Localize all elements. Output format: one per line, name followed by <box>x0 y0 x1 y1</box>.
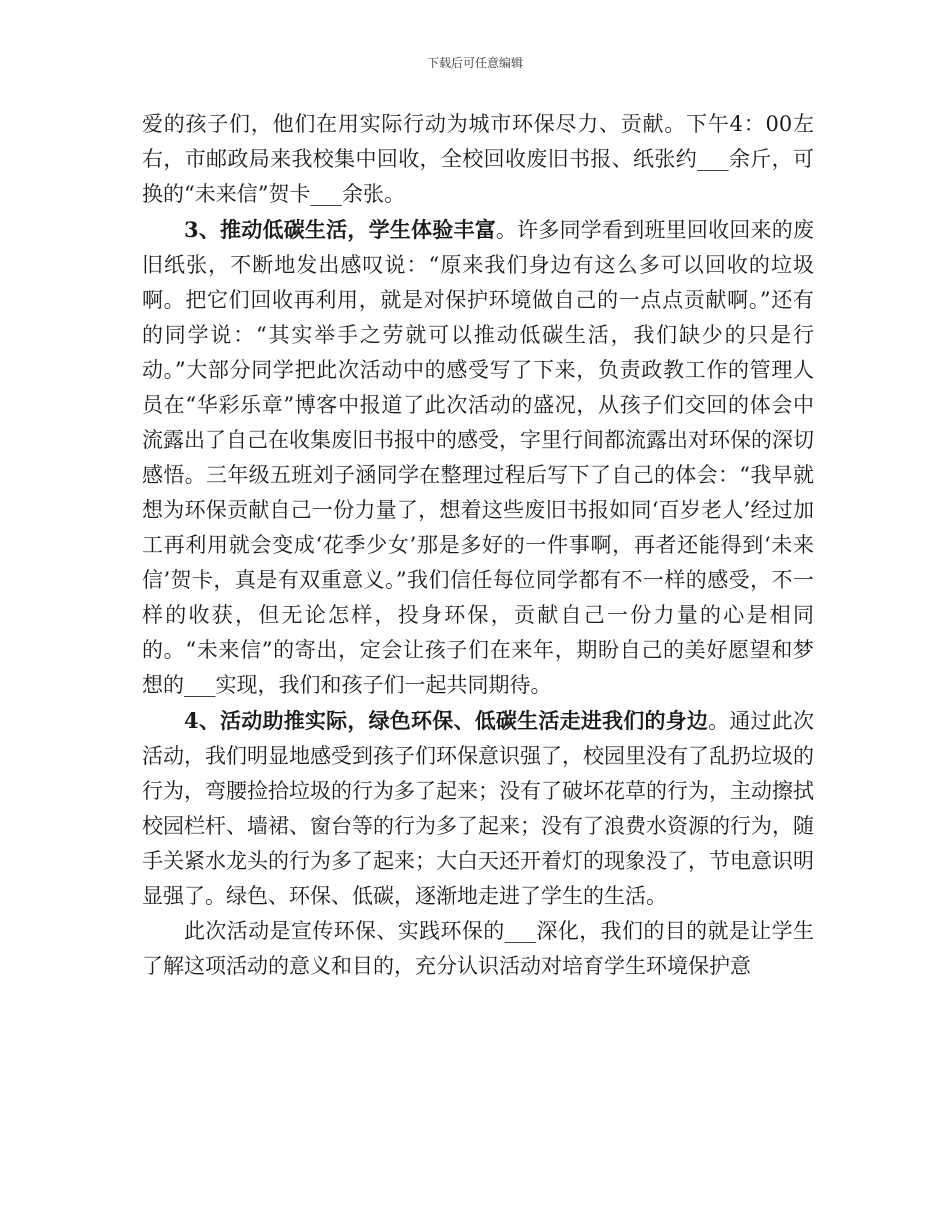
paragraph-text: 。通过此次活动，我们明显地感受到孩子们环保意识强了，校园里没有了乱扔垃圾的行为，弯腰捡拾垃圾的行为多了起来；没有了破坏花草的行为，主动擦拭校园栏杆、墙裙、窗台等的行为多了起来；没有了浪费水资源的行为，随手关紧水龙头的行为多了起来；大白天还开着灯的现象没了，节电意识明显强了。绿色、环保、低碳，逐渐地走进了学生的生活。 <box>142 709 814 908</box>
section-heading-3: 3、推动低碳生活，学生体验丰富 <box>184 217 496 242</box>
paragraph-low-carbon-life <box>142 212 814 703</box>
paragraph-continuation <box>142 107 814 212</box>
section-heading-4: 4、活动助推实际，绿色环保、低碳生活走进我们的身边 <box>184 708 709 733</box>
paragraph-text: 此次活动是宣传环保、实践环保的___深化，我们的目的就是让学生了解这项活动的意义和目的，充分认识活动对培育学生环境保护意 <box>142 919 814 978</box>
paragraph-text: 爱的孩子们，他们在用实际行动为城市环保尽力、贡献。下午4：00左右，市邮政局来我校集中回收，全校回收废旧书报、纸张约___余斤，可换的“未来信”贺卡___余张。 <box>142 112 814 206</box>
paragraph-summary <box>142 914 814 984</box>
paragraph-green-environment <box>142 703 814 914</box>
document-body <box>142 107 814 984</box>
page-header: 下载后可任意编辑 <box>426 56 523 70</box>
paragraph-text: 。许多同学看到班里回收回来的废旧纸张，不断地发出感叹说：“原来我们身边有这么多可以回收的垃圾啊。把它们回收再利用，就是对保护环境做自己的一点点贡献啊。”还有的同学说：“其实举手之劳就可以推动低碳生活，我们缺少的只是行动。”大部分同学把此次活动中的感受写了下来，负责政教工作的管理人员在“华彩乐章”博客中报道了此次活动的盛况，从孩子们交回的体会中流露出了自己在收集废旧书报中的感受，字里行间都流露出对环保的深切感悟。三年级五班刘子涵同学在整理过程后写下了自己的体会：“我早就想为环保贡献自己一份力量了，想着这些废旧书报如同‘百岁老人’经过加工再利用就会变成‘花季少女’那是多好的一件事啊，再者还能得到‘未来信’贺卡，真是有双重意义。”我们信任每位同学都有不一样的感受，不一样的收获，但无论怎样，投身环保，贡献自己一份力量的心是相同的。“未来信”的寄出，定会让孩子们在来年，期盼自己的美好愿望和梦想的___实现，我们和孩子们一起共同期待。 <box>142 218 814 697</box>
